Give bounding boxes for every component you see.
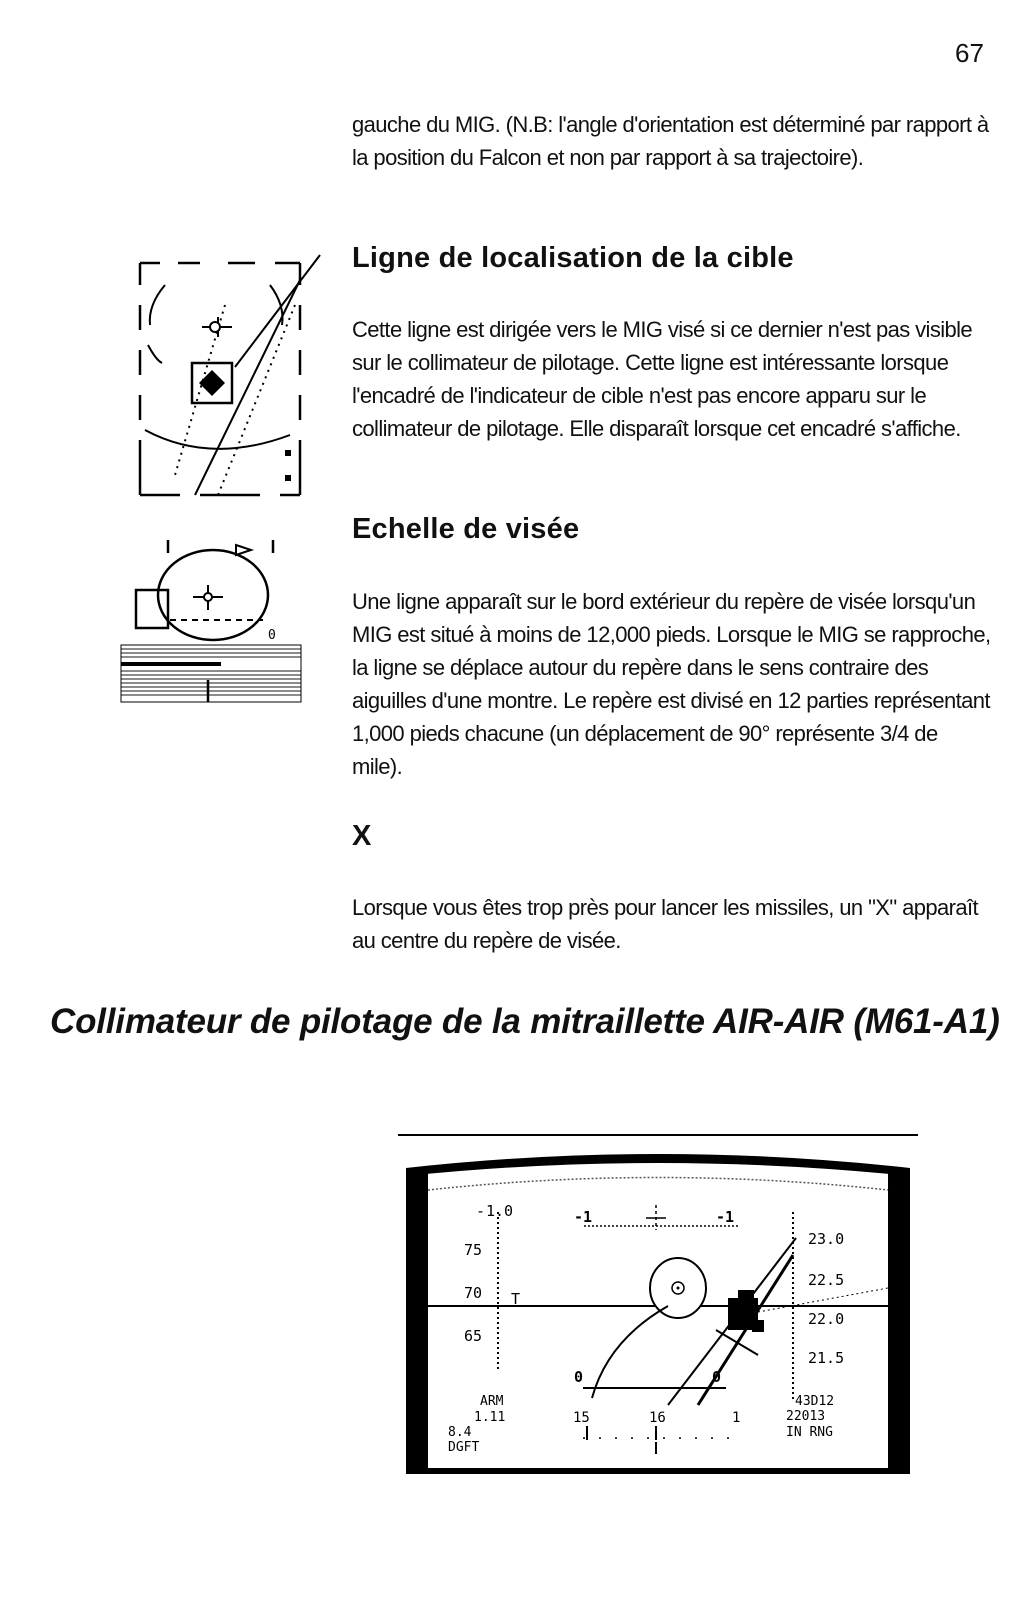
target-line-illustration	[120, 245, 335, 505]
aim-scale-illustration	[118, 535, 308, 705]
paragraph-aim-scale: Une ligne apparaît sur le bord extérieur du repère de visée lorsqu'un MIG est situé à moins de 12,000 pieds. Lorsque le MIG se rapproche, la ligne se déplace autour du repère dans le sens contraire des aiguilles d'une montre. Le repère est divisé en 12 parties représentant 1,000 pieds chacune (un déplacement de 90° représente 3/4 de mile).	[352, 589, 991, 779]
hud-alt-tick: 22.5	[808, 1271, 845, 1289]
aim-scale-label: 0	[268, 628, 276, 643]
intro-paragraph: gauche du MIG. (N.B: l'angle d'orientation est déterminé par rapport à la position du Falcon et non par rapport à sa trajectoire).	[352, 112, 989, 170]
hud-speed-top: 1.0	[486, 1202, 514, 1220]
hud-speed-tick: 75	[464, 1241, 483, 1259]
hud-zero-left: 0	[574, 1368, 584, 1386]
hud-mode-label: DGFT	[448, 1440, 480, 1455]
heading-x: X	[352, 820, 372, 852]
hud-alt-tick: 22.0	[808, 1310, 845, 1328]
hud-heading-label: 1	[732, 1410, 741, 1426]
paragraph-target-line: Cette ligne est dirigée vers le MIG visé si ce dernier n'est pas visible sur le collimateur de pilotage. Cette ligne est intéressante lorsque l'encadré de l'indicateur de cible n'est pas encore apparu sur le collimateur de pilotage. Elle disparaît lorsque cet encadré s'affiche.	[352, 317, 973, 441]
hud-zero-right: 0	[712, 1368, 722, 1386]
page-number: 67	[955, 38, 984, 68]
hud-heading-label: 15	[573, 1410, 590, 1426]
hud-speed-tick-dash: -	[476, 1202, 486, 1220]
hud-arm-label: ARM	[480, 1394, 504, 1409]
hud-range-value: 22013	[786, 1409, 826, 1424]
hud-pitch-label-right: -1	[716, 1208, 735, 1226]
hud-alt-tick: 23.0	[808, 1230, 845, 1248]
hud-speed-tick: 65	[464, 1327, 483, 1345]
heading-aim-scale: Echelle de visée	[352, 513, 580, 545]
hud-range-code: 43D12	[795, 1394, 835, 1409]
section-title: Collimateur de pilotage de la mitraillette AIR-AIR (M61-A1)	[50, 1002, 1000, 1041]
hud-speed-marker: T	[511, 1290, 521, 1308]
hud-heading-label: 16	[649, 1410, 666, 1426]
hud-in-range-label: IN RNG	[786, 1425, 833, 1440]
hud-pitch-label-left: -1	[574, 1208, 593, 1226]
hud-speed-tick: 70	[464, 1284, 483, 1302]
hud-gun-value: 1.11	[474, 1410, 506, 1425]
hud-g-value: 8.4	[448, 1425, 472, 1440]
hud-alt-tick: 21.5	[808, 1349, 845, 1367]
hud-illustration	[398, 1130, 918, 1478]
paragraph-x: Lorsque vous êtes trop près pour lancer les missiles, un "X" apparaît au centre du repère de visée.	[352, 895, 979, 953]
heading-target-line: Ligne de localisation de la cible	[352, 242, 794, 274]
